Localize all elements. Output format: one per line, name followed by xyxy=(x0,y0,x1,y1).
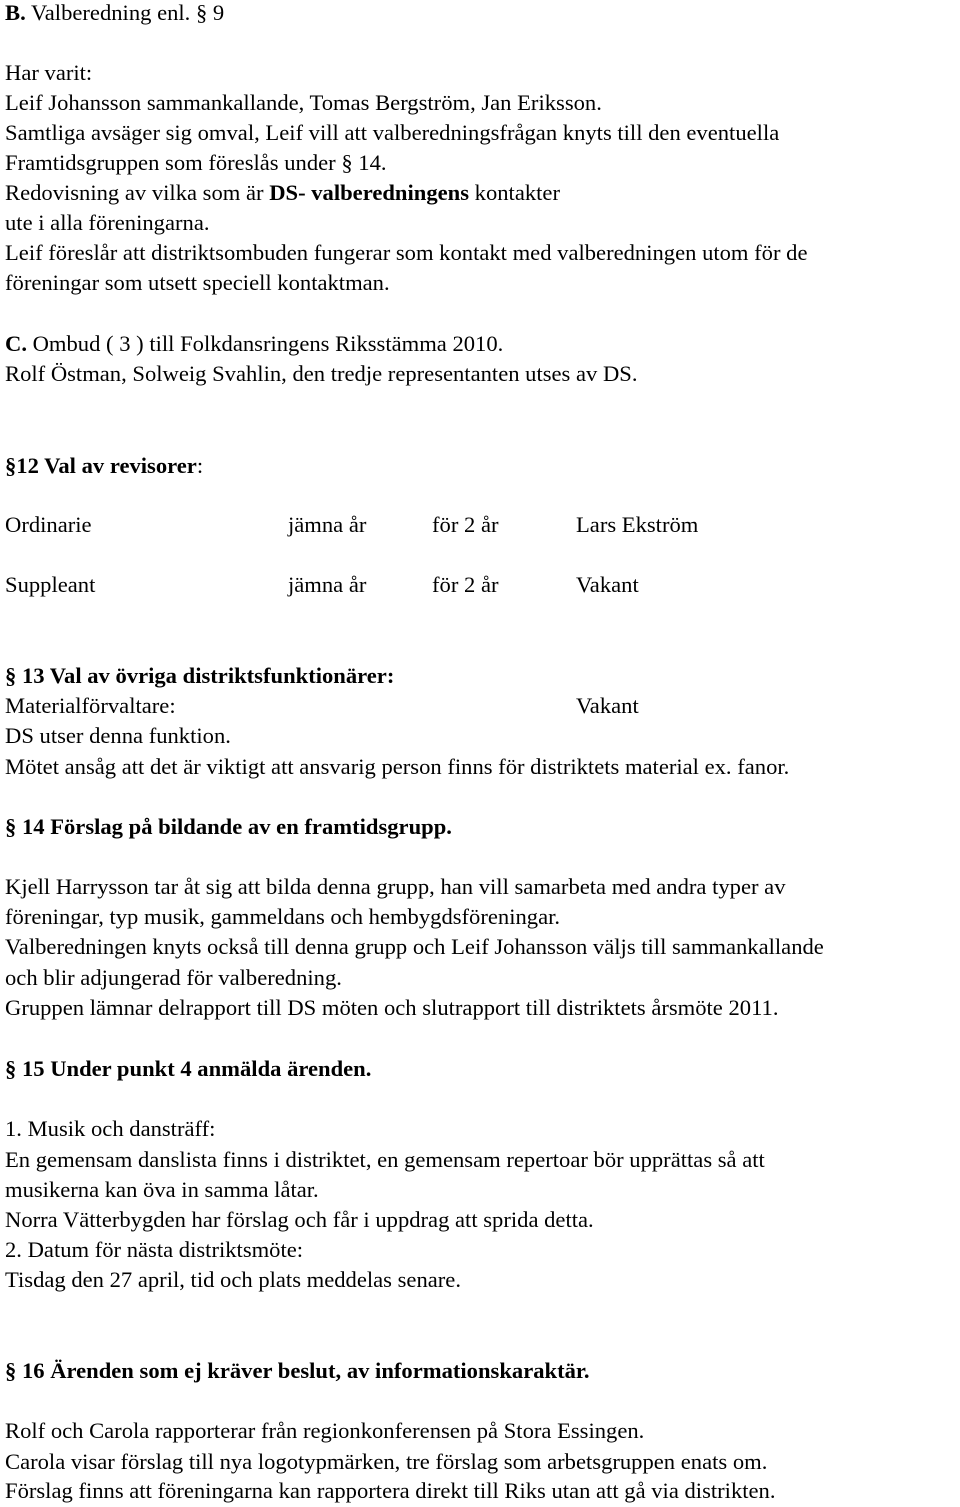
text-line: föreningar som utsett speciell kontaktman. xyxy=(5,270,390,295)
role-cell: Ordinarie xyxy=(5,512,92,537)
text-line: Rolf och Carola rapporterar från regionkonferensen på Stora Essingen. xyxy=(5,1418,645,1443)
text-line: Samtliga avsäger sig omval, Leif vill att valberedningsfrågan knyts till den eventuella xyxy=(5,120,780,145)
term-cell: för 2 år xyxy=(432,572,499,597)
text-line: Carola visar förslag till nya logotypmärken, tre förslag som arbetsgruppen enats om. xyxy=(5,1449,768,1474)
section-15-heading: § 15 Under punkt 4 anmälda ärenden. xyxy=(5,1056,372,1081)
text-line: musikerna kan öva in samma låtar. xyxy=(5,1177,319,1202)
role-cell: Suppleant xyxy=(5,572,96,597)
text-line: Redovisning av vilka som är DS- valberedningens kontakter xyxy=(5,180,560,205)
section-13-heading: § 13 Val av övriga distriktsfunktionärer: xyxy=(5,663,395,688)
text-line: föreningar, typ musik, gammeldans och hembygdsföreningar. xyxy=(5,904,561,929)
section-16-heading: § 16 Ärenden som ej kräver beslut, av informationskaraktär. xyxy=(5,1358,590,1383)
text-line: Norra Vätterbygden har förslag och får i uppdrag att sprida detta. xyxy=(5,1207,594,1232)
period-cell: jämna år xyxy=(288,512,367,537)
section-14-heading: § 14 Förslag på bildande av en framtidsgrupp. xyxy=(5,814,452,839)
name-cell: Vakant xyxy=(576,572,639,597)
term-cell: för 2 år xyxy=(432,512,499,537)
name-cell: Lars Ekström xyxy=(576,512,699,537)
text-line: Valberedningen knyts också till denna grupp och Leif Johansson väljs till sammankallande xyxy=(5,934,824,959)
text-line: En gemensam danslista finns i distriktet, en gemensam repertoar bör upprättas så att xyxy=(5,1147,765,1172)
section-12-heading: §12 Val av revisorer: xyxy=(5,453,204,478)
text-line: Leif föreslår att distriktsombuden fungerar som kontakt med valberedningen utom för de xyxy=(5,240,808,265)
text-line: Har varit: xyxy=(5,60,93,85)
text-line: och blir adjungerad för valberedning. xyxy=(5,965,342,990)
text-line: Kjell Harrysson tar åt sig att bilda denna grupp, han vill samarbeta med andra typer av xyxy=(5,874,786,899)
text-line: Förslag finns att föreningarna kan rapportera direkt till Riks utan att gå via distrikten. xyxy=(5,1478,776,1503)
text-line: DS utser denna funktion. xyxy=(5,723,231,748)
text-line: Rolf Östman, Solweig Svahlin, den tredje representanten utses av DS. xyxy=(5,361,638,386)
text-line: Framtidsgruppen som föreslås under § 14. xyxy=(5,150,387,175)
period-cell: jämna år xyxy=(288,572,367,597)
text-line: 1. Musik och dansträff: xyxy=(5,1116,216,1141)
role-value: Vakant xyxy=(576,693,639,718)
text-line: Tisdag den 27 april, tid och plats meddelas senare. xyxy=(5,1267,461,1292)
text-line: ute i alla föreningarna. xyxy=(5,210,210,235)
text-line: Leif Johansson sammankallande, Tomas Bergström, Jan Eriksson. xyxy=(5,90,602,115)
text-line: Gruppen lämnar delrapport till DS möten och slutrapport till distriktets årsmöte 2011. xyxy=(5,995,779,1020)
text-line: 2. Datum för nästa distriktsmöte: xyxy=(5,1237,304,1262)
text-line: Mötet ansåg att det är viktigt att ansvarig person finns för distriktets material ex. fanor. xyxy=(5,754,790,779)
section-c-heading: C. Ombud ( 3 ) till Folkdansringens Riksstämma 2010. xyxy=(5,331,504,356)
section-b-heading: B. Valberedning enl. § 9 xyxy=(5,0,225,25)
role-label: Materialförvaltare: xyxy=(5,693,176,718)
